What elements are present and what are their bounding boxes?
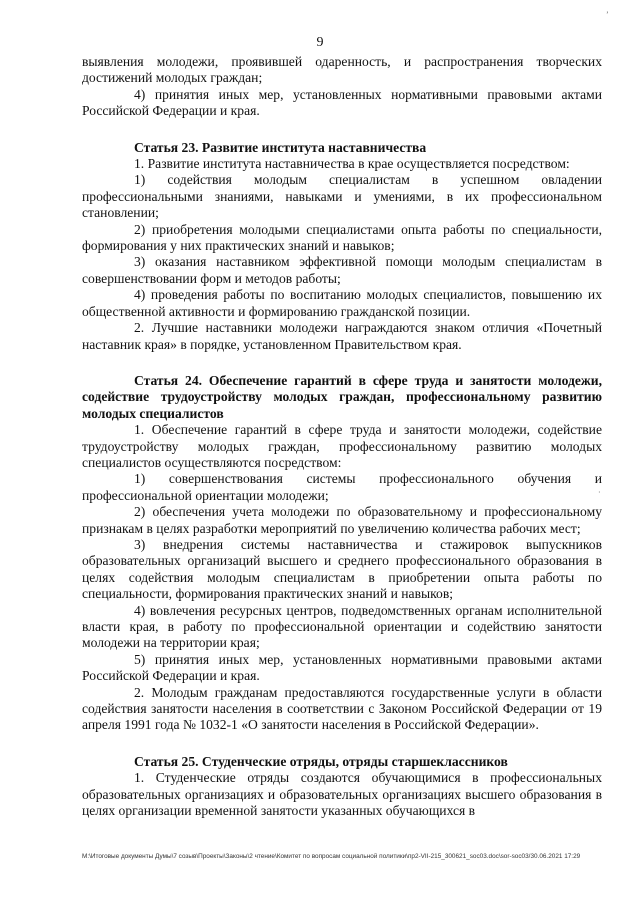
- document-body: [82, 54, 602, 819]
- scan-mark: ·: [598, 488, 601, 497]
- article-25-title: Статья 25. Студенческие отряды, отряды старшеклассников: [134, 753, 508, 769]
- paragraph: 1) совершенствования системы профессионального обучения и профессиональной ориентации молодежи;: [82, 471, 602, 503]
- paragraph: 1. Развитие института наставничества в крае осуществляется посредством:: [134, 156, 570, 172]
- paragraph: 4) проведения работы по воспитанию молодых специалистов, повышению их общественной активности и формированию гражданской позиции.: [82, 287, 602, 319]
- file-path-footer: M:\Итоговые документы Думы\7 созыв\Проекты\Законы\2 чтение\Комитет по вопросам социальной политики\пр2-VII-215_300621_soc03.doc\sor-soc03/30.06.2021 17:29: [82, 853, 581, 860]
- paragraph: 2) приобретения молодыми специалистами опыта работы по специальности, формирования у них практических знаний и навыков;: [82, 221, 602, 254]
- paragraph: 5) принятия иных мер, установленных нормативными правовыми актами Российской Федерации и края.: [82, 651, 602, 684]
- paragraph: 1) содействия молодым специалистам в успешном овладении профессиональными знаниями, навыками и умениями, в их профессиональном становлении;: [82, 172, 602, 221]
- page-number: 9: [316, 35, 324, 50]
- article-24-title: Статья 24. Обеспечение гарантий в сфере труда и занятости молодежи, содействие трудоустройству молодых граждан, профессиональному развитию молодых специалистов: [82, 372, 602, 421]
- paragraph: 3) внедрения системы наставничества и стажировок выпускников образовательных организаций высшего и среднего профессионального образования в целях содействия молодым специалистам в приобретении опыта работы по специальности, формирования практических знаний и навыков;: [82, 536, 602, 602]
- scan-mark: ’: [606, 10, 609, 19]
- paragraph: выявления молодежи, проявившей одаренность, и распространения творческих достижений молодых граждан;: [82, 54, 602, 86]
- paragraph: 3) оказания наставником эффективной помощи молодым специалистам в совершенствовании форм и методов работы;: [82, 254, 602, 286]
- paragraph: 4) принятия иных мер, установленных нормативными правовыми актами Российской Федерации и края.: [82, 86, 602, 119]
- article-23-title: Статья 23. Развитие института наставничества: [134, 139, 427, 155]
- paragraph: 2. Лучшие наставники молодежи награждаются знаком отличия «Почетный наставник края» в порядке, установленном Правительством края.: [82, 320, 602, 352]
- paragraph: 2. Молодым гражданам предоставляются государственные услуги в области содействия занятости населения в соответствии с Законом Российской Федерации от 19 апреля 1991 года № 1032-1 «О занятости населения в Российской Федерации».: [82, 684, 602, 733]
- paragraph: 4) вовлечения ресурсных центров, подведомственных органам исполнительной власти края, в работу по профессиональной ориентации и содействию занятости молодежи на территории края;: [82, 602, 602, 651]
- paragraph: 1. Студенческие отряды создаются обучающимися в профессиональных образовательных организациях и образовательных организациях высшего образования в целях организации временной занятости указанных обучающихся в: [82, 770, 602, 819]
- paragraph: 1. Обеспечение гарантий в сфере труда и занятости молодежи, содействие трудоустройству молодых граждан, профессиональному развитию молодых специалистов осуществляются посредством:: [82, 422, 602, 470]
- paragraph: 2) обеспечения учета молодежи по образовательному и профессиональному признакам в целях разработки мероприятий по увеличению количества рабочих мест;: [82, 504, 602, 536]
